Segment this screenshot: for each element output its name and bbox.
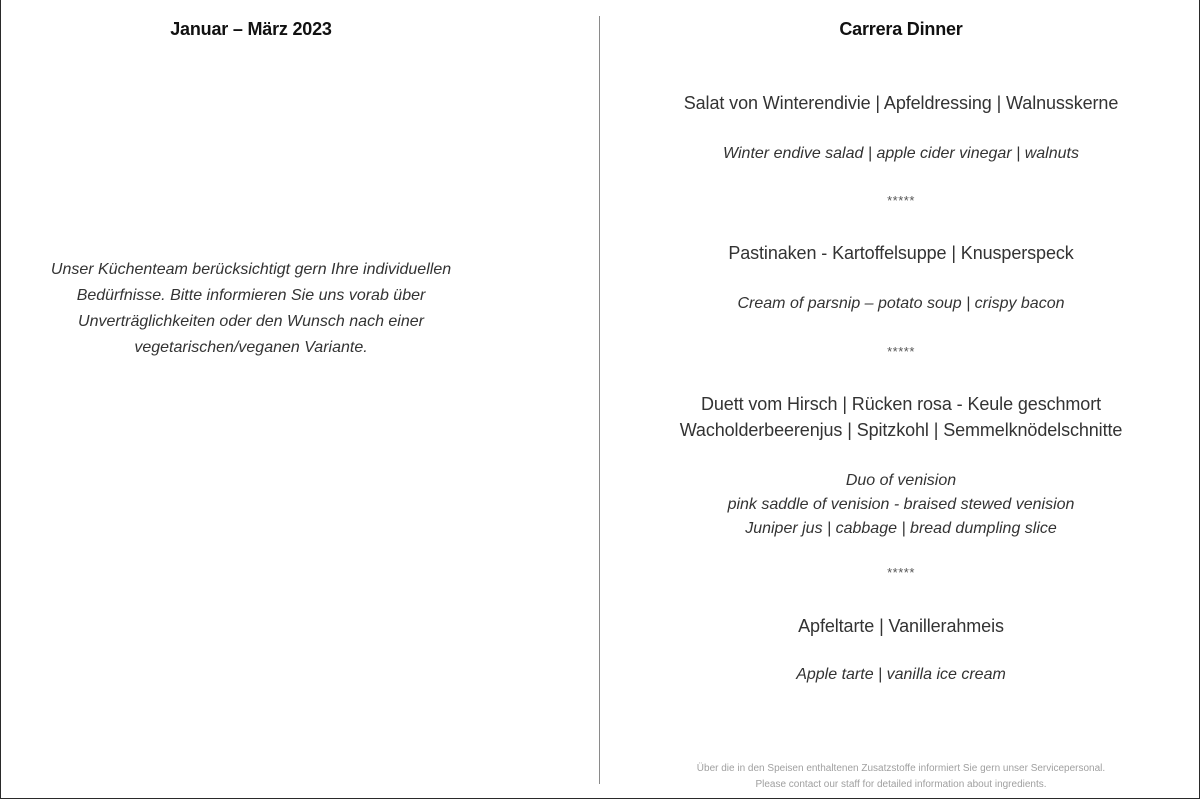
course-line: Duo of venision — [845, 472, 957, 489]
course-line: Apple tarte | vanilla ice cream — [796, 666, 1006, 683]
season-heading: Januar – März 2023 — [170, 19, 332, 39]
notice-line: Unverträglichkeiten oder den Wunsch nach einer — [78, 313, 424, 330]
course-line: Apfeltarte | Vanillerahmeis — [798, 616, 1004, 636]
course-line: Salat von Winterendivie | Apfeldressing | Walnusskerne — [683, 93, 1119, 113]
course-2-german — [600, 240, 1200, 266]
course-4-english — [600, 663, 1200, 687]
notice-line: Unser Küchenteam berücksichtigt gern Ihre individuellen — [50, 261, 452, 278]
course-1-english — [600, 142, 1200, 166]
course-line: Duett vom Hirsch | Rücken rosa - Keule geschmort — [700, 394, 1102, 414]
right-panel — [600, 0, 1200, 800]
course-3-german — [600, 391, 1200, 443]
course-separator: ***** — [887, 193, 915, 208]
ingredients-footer — [600, 761, 1200, 793]
course-1-german — [600, 90, 1200, 116]
course-line: Juniper jus | cabbage | bread dumpling slice — [745, 520, 1057, 537]
course-2-english — [600, 292, 1200, 316]
notice-line: Bedürfnisse. Bitte informieren Sie uns vorab über — [76, 287, 426, 304]
course-line: Winter endive salad | apple cider vinegar | walnuts — [723, 145, 1079, 162]
course-3-english — [600, 469, 1200, 541]
footer-line-english: Please contact our staff for detailed information about ingredients. — [755, 779, 1047, 790]
dietary-notice — [20, 257, 482, 361]
menu-title: Carrera Dinner — [839, 19, 963, 39]
course-separator: ***** — [887, 344, 915, 359]
course-line: Wacholderbeerenjus | Spitzkohl | Semmelknödelschnitte — [679, 420, 1123, 440]
notice-line: vegetarischen/veganen Variante. — [134, 339, 368, 356]
footer-line-german: Über die in den Speisen enthaltenen Zusatzstoffe informiert Sie gern unser Servicepersonal. — [696, 763, 1106, 774]
course-line: Cream of parsnip – potato soup | crispy bacon — [737, 295, 1065, 312]
course-4-german — [600, 613, 1200, 639]
course-line: pink saddle of venision - braised stewed venision — [727, 496, 1075, 513]
course-line: Pastinaken - Kartoffelsuppe | Knusperspeck — [728, 243, 1074, 263]
course-separator: ***** — [887, 565, 915, 580]
